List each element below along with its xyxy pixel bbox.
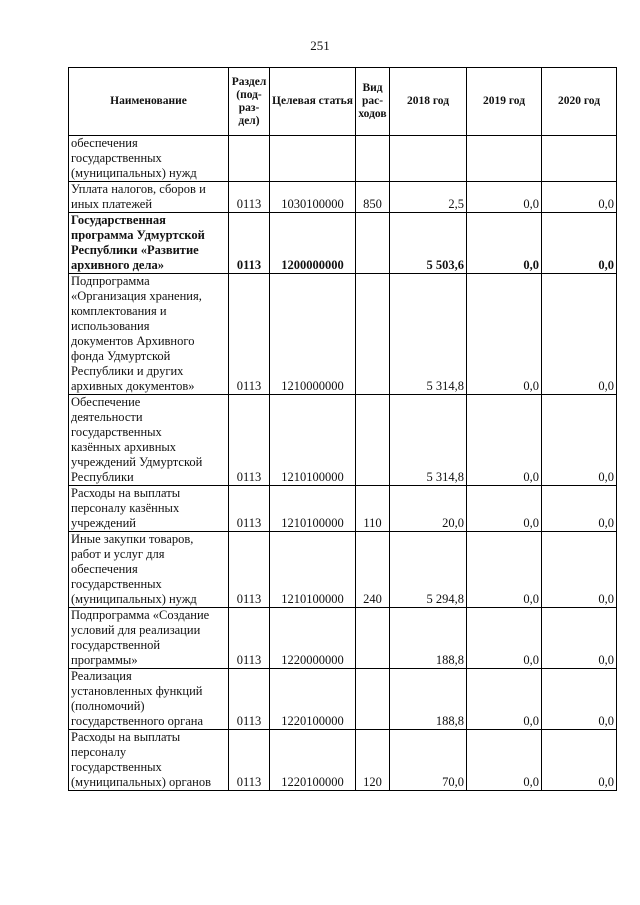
- row-type: [356, 274, 390, 395]
- row-type: [356, 669, 390, 730]
- header-2020: 2020 год: [542, 68, 617, 136]
- row-target: 1200000000: [270, 213, 356, 274]
- row-section: 0113: [229, 213, 270, 274]
- header-target: Целевая статья: [270, 68, 356, 136]
- table-row: [69, 395, 617, 486]
- page-number: 251: [310, 38, 330, 53]
- row-section: 0113: [229, 182, 270, 213]
- row-2018: 188,8: [390, 669, 467, 730]
- row-2019: 0,0: [467, 532, 542, 608]
- row-2020: [542, 136, 617, 182]
- row-target: [270, 136, 356, 182]
- row-section: 0113: [229, 730, 270, 791]
- header-2019: 2019 год: [467, 68, 542, 136]
- row-name: Государственная программа Удмуртской Республики «Развитие архивного дела»: [69, 213, 229, 274]
- row-2018: 20,0: [390, 486, 467, 532]
- row-type: [356, 213, 390, 274]
- row-2018: 5 503,6: [390, 213, 467, 274]
- row-type: 240: [356, 532, 390, 608]
- row-name: Иные закупки товаров, работ и услуг для обеспечения государственных (муниципальных) нужд: [69, 532, 229, 608]
- header-2018: 2018 год: [390, 68, 467, 136]
- header-expense-type: Вид рас-ходов: [356, 68, 390, 136]
- row-2020: 0,0: [542, 213, 617, 274]
- row-2020: 0,0: [542, 182, 617, 213]
- row-2019: [467, 136, 542, 182]
- row-target: 1210100000: [270, 486, 356, 532]
- table-row: [69, 730, 617, 791]
- row-2019: 0,0: [467, 608, 542, 669]
- row-target: 1030100000: [270, 182, 356, 213]
- row-name: Расходы на выплаты персоналу казённых учреждений: [69, 486, 229, 532]
- row-target: 1210100000: [270, 395, 356, 486]
- row-2020: 0,0: [542, 669, 617, 730]
- row-2018: 70,0: [390, 730, 467, 791]
- table-row: [69, 274, 617, 395]
- row-2019: 0,0: [467, 730, 542, 791]
- row-name: Уплата налогов, сборов и иных платежей: [69, 182, 229, 213]
- row-2020: 0,0: [542, 730, 617, 791]
- table-row: [69, 213, 617, 274]
- row-2018: 2,5: [390, 182, 467, 213]
- row-section: 0113: [229, 669, 270, 730]
- row-2019: 0,0: [467, 669, 542, 730]
- table-row: [69, 669, 617, 730]
- row-type: 120: [356, 730, 390, 791]
- row-2018: [390, 136, 467, 182]
- row-section: 0113: [229, 486, 270, 532]
- row-section: [229, 136, 270, 182]
- header-section: Раздел (под-раз-дел): [229, 68, 270, 136]
- row-type: 850: [356, 182, 390, 213]
- row-section: 0113: [229, 532, 270, 608]
- row-2020: 0,0: [542, 395, 617, 486]
- row-2019: 0,0: [467, 274, 542, 395]
- table-header-row: [69, 68, 617, 136]
- row-section: 0113: [229, 395, 270, 486]
- table-row: [69, 608, 617, 669]
- row-2018: 5 314,8: [390, 395, 467, 486]
- row-name: Подпрограмма «Создание условий для реализации государственной программы»: [69, 608, 229, 669]
- row-2018: 5 294,8: [390, 532, 467, 608]
- table-row: [69, 182, 617, 213]
- row-2019: 0,0: [467, 395, 542, 486]
- row-section: 0113: [229, 608, 270, 669]
- row-target: 1220100000: [270, 669, 356, 730]
- row-name: Подпрограмма «Организация хранения, комплектования и использования документов Архивного фонда Удмуртской Республики и других архивных документов»: [69, 274, 229, 395]
- row-name: Реализация установленных функций (полномочий) государственного органа: [69, 669, 229, 730]
- row-2020: 0,0: [542, 486, 617, 532]
- row-name: Обеспечение деятельности государственных казённых архивных учреждений Удмуртской Республики: [69, 395, 229, 486]
- row-type: [356, 608, 390, 669]
- header-name: Наименование: [69, 68, 229, 136]
- table-row: [69, 532, 617, 608]
- row-2019: 0,0: [467, 213, 542, 274]
- table-row: [69, 136, 617, 182]
- row-name: Расходы на выплаты персоналу государственных (муниципальных) органов: [69, 730, 229, 791]
- row-2018: 5 314,8: [390, 274, 467, 395]
- row-target: 1210000000: [270, 274, 356, 395]
- row-target: 1220100000: [270, 730, 356, 791]
- row-type: [356, 395, 390, 486]
- table-row: [69, 486, 617, 532]
- row-section: 0113: [229, 274, 270, 395]
- row-2020: 0,0: [542, 532, 617, 608]
- budget-table: [68, 67, 617, 791]
- row-type: [356, 136, 390, 182]
- row-2018: 188,8: [390, 608, 467, 669]
- row-target: 1210100000: [270, 532, 356, 608]
- row-2020: 0,0: [542, 274, 617, 395]
- row-2019: 0,0: [467, 182, 542, 213]
- row-name: обеспечения государственных (муниципальных) нужд: [69, 136, 229, 182]
- row-2020: 0,0: [542, 608, 617, 669]
- row-type: 110: [356, 486, 390, 532]
- row-target: 1220000000: [270, 608, 356, 669]
- row-2019: 0,0: [467, 486, 542, 532]
